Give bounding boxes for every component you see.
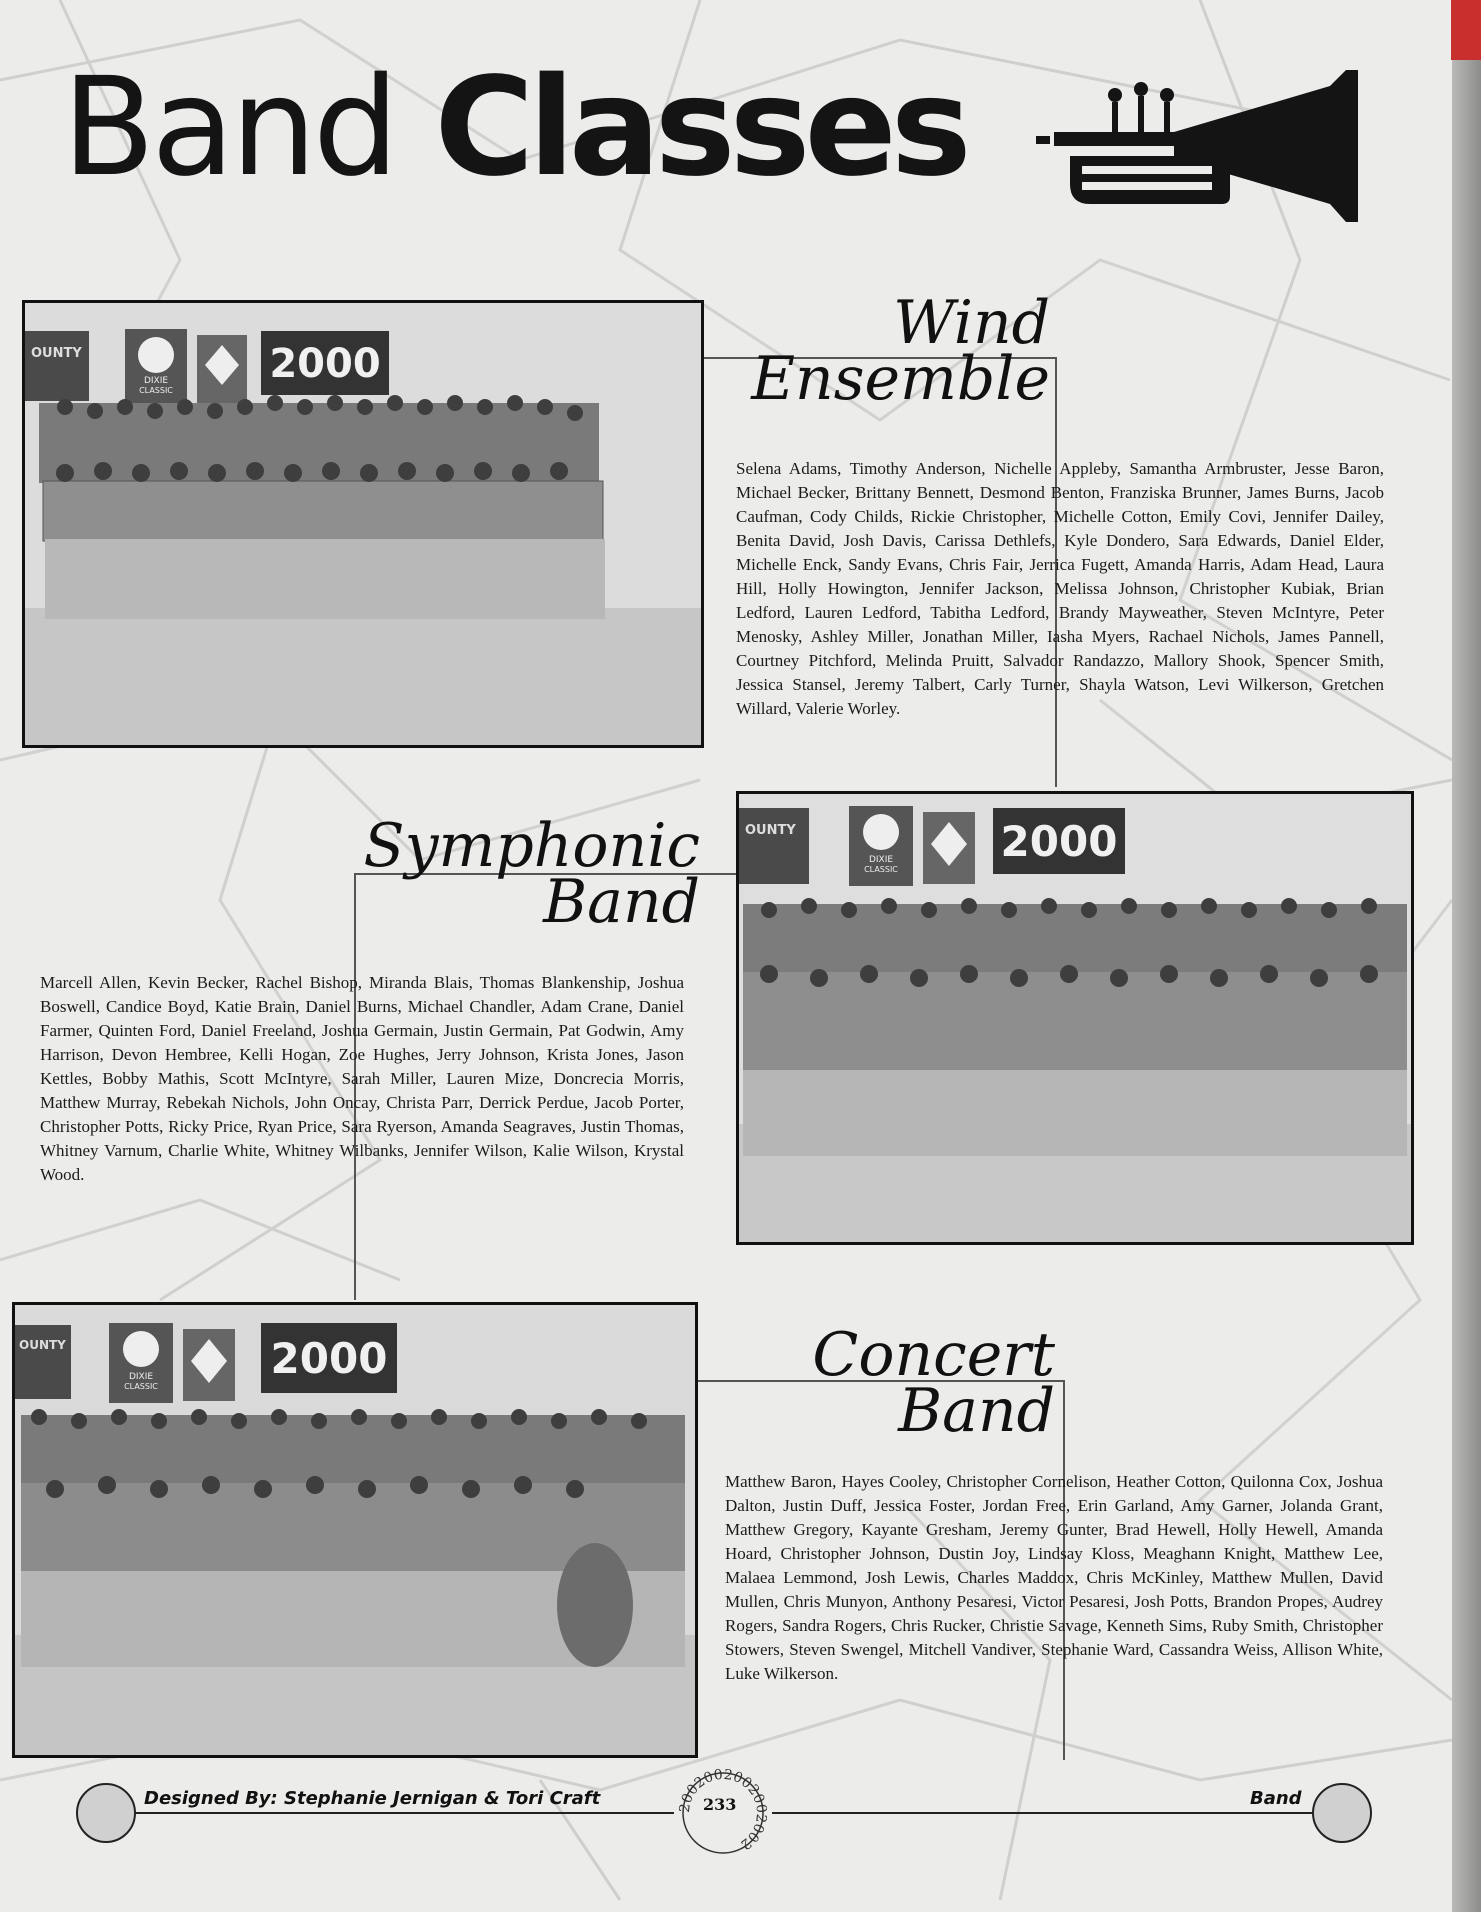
- concert-band-roster: Matthew Baron, Hayes Cooley, Christopher Cornelison, Heather Cotton, Quilonna Cox, Joshua Dalton, Justin Duff, Jessica Foster, Jordan Free, Erin Garland, Amy Garner, Jolanda Grant, Matthew Gregory, Kayante Gresham, Jeremy Gunter, Brad Hewell, Holly Hewell, Amanda Hoard, Christopher Johnson, Dustin Joy, Lindsay Kloss, Meaghann Knight, Matthew Lee, Malaea Lemmond, Josh Lewis, Charles Maddox, Chris McKinley, Matthew Mullen, David Mullen, Chris Munyon, Anthony Pesaresi, Victor Pesaresi, Josh Potts, Brandon Propes, Audrey Rogers, Sandra Rogers, Chris Rucker, Christie Savage, Kenneth Sims, Ruby Smith, Christopher Stowers, Steven Swengel, Mitchell Vandiver, Stephanie Ward, Cassandra Weiss, Allison White, Luke Wilkerson.: [725, 1472, 1383, 1683]
- year-2000-banner: 2000: [1000, 817, 1118, 866]
- footer-left-circle: [76, 1783, 136, 1843]
- badge-ring-text: 2002002002002002: [676, 1766, 770, 1853]
- wind-ensemble-heading: [740, 288, 1050, 414]
- group-photo-graphic: [15, 1305, 695, 1755]
- footer-right-circle: [1312, 1783, 1372, 1843]
- section-label: Band: [1250, 1788, 1302, 1809]
- title-word-classes: Classes: [434, 49, 966, 207]
- county-banner-text: OUNTY: [31, 346, 82, 361]
- dixie-banner-subtext: CLASSIC: [864, 865, 898, 874]
- symphonic-band-heading: [330, 811, 700, 937]
- dixie-banner-text: DIXIE: [128, 1372, 154, 1382]
- year-2000-banner: 2000: [269, 341, 381, 387]
- trumpet-icon: [1030, 66, 1390, 226]
- dixie-banner-subtext: CLASSIC: [124, 1382, 158, 1391]
- wind-ensemble-photo: [22, 300, 704, 748]
- symphonic-band-photo: [736, 791, 1414, 1245]
- concert-band-photo: [12, 1302, 698, 1758]
- concert-band-heading: [740, 1320, 1055, 1446]
- page-number: 233: [703, 1795, 737, 1814]
- heading-line: Band: [543, 867, 700, 937]
- heading-line: Ensemble: [751, 344, 1050, 414]
- page-edge-strip: [1452, 60, 1481, 1912]
- heading-line: Band: [898, 1376, 1055, 1446]
- year-2000-banner: 2000: [270, 1334, 388, 1383]
- symphonic-band-roster: Marcell Allen, Kevin Becker, Rachel Bishop, Miranda Blais, Thomas Blankenship, Joshua Boswell, Candice Boyd, Katie Brain, Daniel Burns, Michael Chandler, Adam Crane, Daniel Farmer, Quinten Ford, Daniel Freeland, Joshua Germain, Justin Germain, Pat Godwin, Amy Harrison, Devon Hembree, Kelli Hogan, Zoe Hughes, Jerry Johnson, Krista Jones, Jason Kettles, Bobby Mathis, Scott McIntyre, Sarah Miller, Lauren Mize, Doncrecia Morris, Matthew Murray, Rebekah Nichols, John Oncay, Christa Parr, Derrick Perdue, Jacob Porter, Christopher Potts, Ricky Price, Ryan Price, Sara Ryerson, Amanda Seagraves, Justin Thomas, Whitney Varnum, Charlie White, Whitney Wilbanks, Jennifer Wilson, Kalie Wilson, Krystal Wood.: [40, 973, 684, 1184]
- dixie-banner-text: DIXIE: [868, 855, 894, 865]
- heading-line: Symphonic: [363, 811, 700, 881]
- heading-line: Concert: [812, 1320, 1055, 1390]
- dixie-banner-subtext: CLASSIC: [139, 386, 173, 395]
- heading-line: Wind: [893, 288, 1050, 358]
- group-photo-graphic: [25, 303, 701, 745]
- dixie-banner-text: DIXIE: [143, 376, 169, 386]
- footer-rule-left: [134, 1812, 674, 1814]
- wind-ensemble-roster: Selena Adams, Timothy Anderson, Nichelle Appleby, Samantha Armbruster, Jesse Baron, Michael Becker, Brittany Bennett, Desmond Benton, Franziska Brunner, James Burns, Jacob Caufman, Cody Childs, Rickie Christopher, Michelle Cotton, Emily Covi, Jennifer Dailey, Benita David, Josh Davis, Carissa Dethlefs, Kyle Dondero, Sara Edwards, Daniel Elder, Michelle Enck, Sandy Evans, Chris Fair, Jerrica Fugett, Amanda Harris, Adam Head, Laura Hill, Holly Howington, Jennifer Jackson, Melissa Johnson, Christopher Kubiak, Brian Ledford, Lauren Ledford, Tabitha Ledford, Brandy Mayweather, Steven McIntyre, Peter Menosky, Ashley Miller, Jonathan Miller, Iasha Myers, Rachael Nichols, James Pannell, Courtney Pitchford, Melinda Pruitt, Salvador Randazzo, Mallory Shook, Spencer Smith, Jessica Stansel, Jeremy Talbert, Carly Turner, Shayla Watson, Levi Wilkerson, Gretchen Willard, Valerie Worley.: [736, 459, 1384, 718]
- page-title: [62, 49, 966, 207]
- designer-credit: Designed By: Stephanie Jernigan & Tori Craft: [144, 1788, 601, 1809]
- group-photo-graphic: [739, 794, 1411, 1242]
- county-banner-text: OUNTY: [19, 1338, 66, 1352]
- footer-rule-right: [772, 1812, 1312, 1814]
- county-banner-text: OUNTY: [745, 823, 796, 838]
- page-edge-red-tab: [1451, 0, 1481, 60]
- title-word-band: Band: [62, 49, 396, 207]
